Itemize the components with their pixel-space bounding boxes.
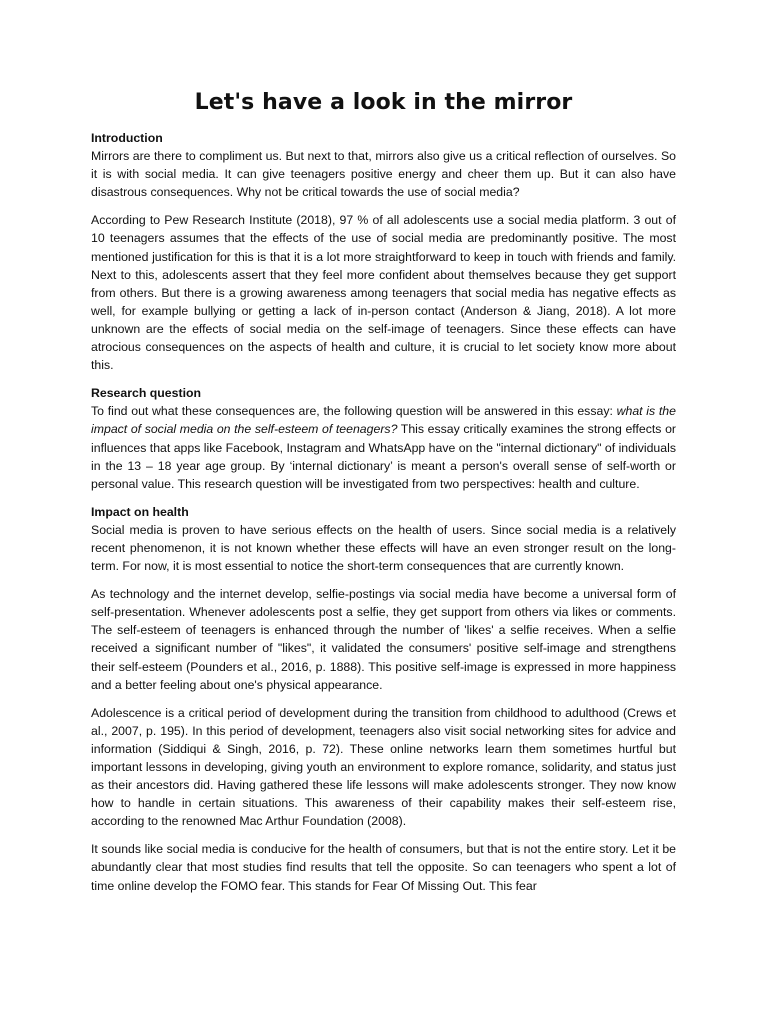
- section-heading-research-question: Research question: [91, 386, 202, 401]
- section-introduction: [91, 129, 676, 374]
- paragraph: Adolescence is a critical period of development during the transition from childhood to adulthood (Crews et al., 2007, p. 195). In this period of development, teenagers also visit social networking sites for advice and information (Siddiqui & Singh, 2016, p. 72). These online networks learn them sometimes hurtful but important lessons in developing, giving youth an environment to explore romance, solidarity, and status just as their ancestors did. Having gathered these life lessons will make adolescents stronger. They now know how to handle in certain situations. This awareness of their capability makes their self-esteem rise, according to the renowned Mac Arthur Foundation (2008).: [91, 705, 676, 829]
- paragraph: Mirrors are there to compliment us. But next to that, mirrors also give us a critical reflection of ourselves. So it is with social media. It can give teenagers positive energy and cheer them up. But it can also have disastrous consequences. Why not be critical towards the use of social media?: [91, 149, 676, 200]
- section-heading-introduction: Introduction: [91, 131, 163, 145]
- section-research-question: [91, 384, 676, 493]
- rq-text-before: To find out what these consequences are, the following question will be answered in this essay:: [91, 404, 617, 419]
- paragraph: According to Pew Research Institute (2018), 97 % of all adolescents use a social media platform. 3 out of 10 teenagers assumes that the effects of the use of social media are predominantly positive. The most mentioned justification for this is that it is a lot more straightforward to keep in touch with friends and family. Next to this, adolescents assert that they feel more confident about themselves because they get support from others. But there is a growing awareness among teenagers that social media has negative effects as well, for example bullying or getting a lack of in-person contact (Anderson & Jiang, 2018). A lot more unknown are the effects of social media on the self-image of teenagers. Since these effects can have atrocious consequences on the aspects of health and culture, it is crucial to let society know more about this.: [91, 213, 676, 373]
- paragraph-research-question: [91, 402, 676, 492]
- research-question-italic: what is the impact of social media on the self-esteem of teenagers?: [91, 404, 676, 437]
- document-title: Let's have a look in the mirror: [194, 90, 573, 115]
- rq-text-after: This essay critically examines the strong effects or influences that apps like Facebook, Instagram and WhatsApp have on the "internal dictionary" of individuals in the 13 – 18 year age group. By ‘internal dictionary’ is meant a person's overall sense of self-worth or personal value. This research question will be investigated from two perspectives: health and culture.: [91, 422, 676, 491]
- document-page: [91, 88, 676, 905]
- section-heading-impact-on-health: Impact on health: [91, 504, 189, 519]
- section-impact-on-health: [91, 503, 676, 895]
- paragraph: It sounds like social media is conducive for the health of consumers, but that is not the entire story. Let it be abundantly clear that most studies find results that tell the opposite. So can teenagers who spent a lot of time online develop the FOMO fear. This stands for Fear Of Missing Out. This fear: [91, 842, 676, 893]
- paragraph: Social media is proven to have serious effects on the health of users. Since social media is a relatively recent phenomenon, it is not known whether these effects will have an even stronger result on the long-term. For now, it is most essential to notice the short-term consequences that are currently known.: [91, 522, 676, 574]
- paragraph: As technology and the internet develop, selfie-postings via social media have become a universal form of self-presentation. Whenever adolescents post a selfie, they get support from others via likes or comments. The self-esteem of teenagers is enhanced through the number of 'likes' a selfie receives. When a selfie received a significant number of "likes", it validated the consumers' positive self-image and strengthens their self-esteem (Pounders et al., 2016, p. 1888). This positive self-image is expressed in more happiness and a better feeling about one's physical appearance.: [91, 587, 676, 692]
